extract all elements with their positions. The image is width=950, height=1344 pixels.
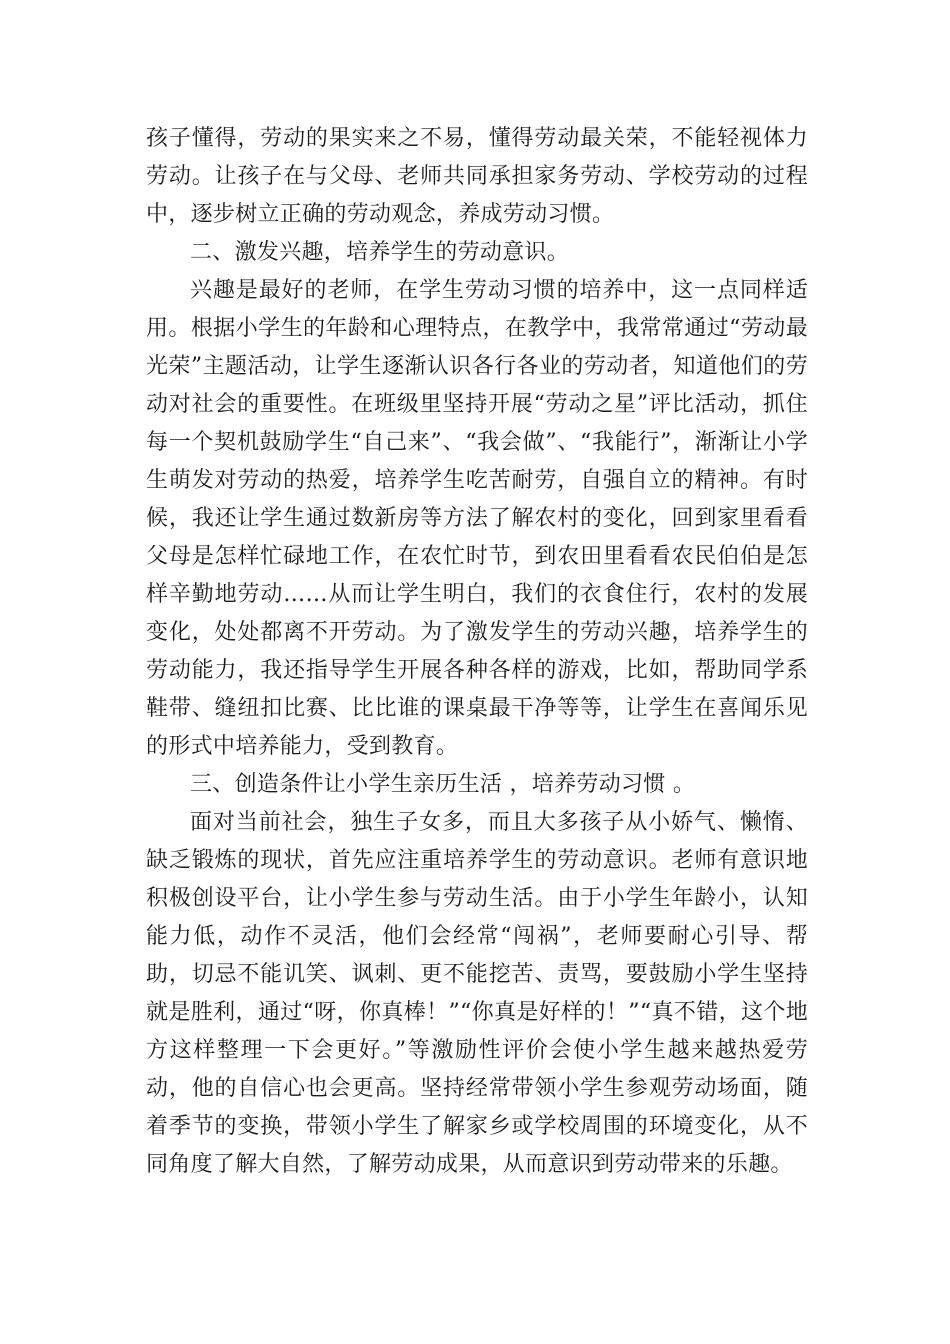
paragraph-continuation: 孩子懂得，劳动的果实来之不易，懂得劳动最关荣，不能轻视体力劳动。让孩子在与父母、老师共同承担家务劳动、学校劳动的过程中，逐步树立正确的劳动观念，养成劳动习惯。: [146, 126, 808, 227]
paragraph-interest: 兴趣是最好的老师，在学生劳动习惯的培养中，这一点同样适用。根据小学生的年龄和心理特点，在教学中，我常常通过“劳动最光荣”主题活动，让学生逐渐认识各行各业的劳动者，知道他们的劳动对社会的重要性。在班级里坚持开展“劳动之星”评比活动，抓住每一个契机鼓励学生“自己来”、“我会做”、“我能行”，渐渐让小学生萌发对劳动的热爱，培养学生吃苦耐劳，自强自立的精神。有时候，我还让学生通过数新房等方法了解农村的变化，回到家里看看父母是怎样忙碌地工作，在农忙时节，到农田里看看农民伯伯是怎样辛勤地劳动……从而让学生明白，我们的衣食住行，农村的发展变化，处处都离不开劳动。为了激发学生的劳动兴趣，培养学生的劳动能力，我还指导学生开展各种各样的游戏，比如，帮助同学系鞋带、缝纽扣比赛、比比谁的课桌最干净等等，让学生在喜闻乐见的形式中培养能力，受到教育。: [146, 278, 808, 759]
document-body: [146, 120, 808, 1184]
paragraph-conditions: 面对当前社会，独生子女多，而且大多孩子从小娇气、懒惰、缺乏锻炼的现状，首先应注重培养学生的劳动意识。老师有意识地积极创设平台，让小学生参与劳动生活。由于小学生年龄小，认知能力低，动作不灵活，他们会经常“闯祸”，老师要耐心引导、帮助，切忌不能讥笑、讽刺、更不能挖苦、责骂，要鼓励小学生坚持就是胜利，通过“呀，你真棒！”“你真是好样的！”“真不错，这个地方这样整理一下会更好。”等激励性评价会使小学生越来越热爱劳动，他的自信心也会更高。坚持经常带领小学生参观劳动场面，随着季节的变换，带领小学生了解家乡或学校周围的环境变化，从不同角度了解大自然，了解劳动成果，从而意识到劳动带来的乐趣。: [146, 810, 808, 1177]
section-heading-3: 三、创造条件让小学生亲历生活 ，培养劳动习惯 。: [190, 772, 696, 797]
section-heading-2: 二、激发兴趣，培养学生的劳动意识。: [190, 240, 570, 265]
